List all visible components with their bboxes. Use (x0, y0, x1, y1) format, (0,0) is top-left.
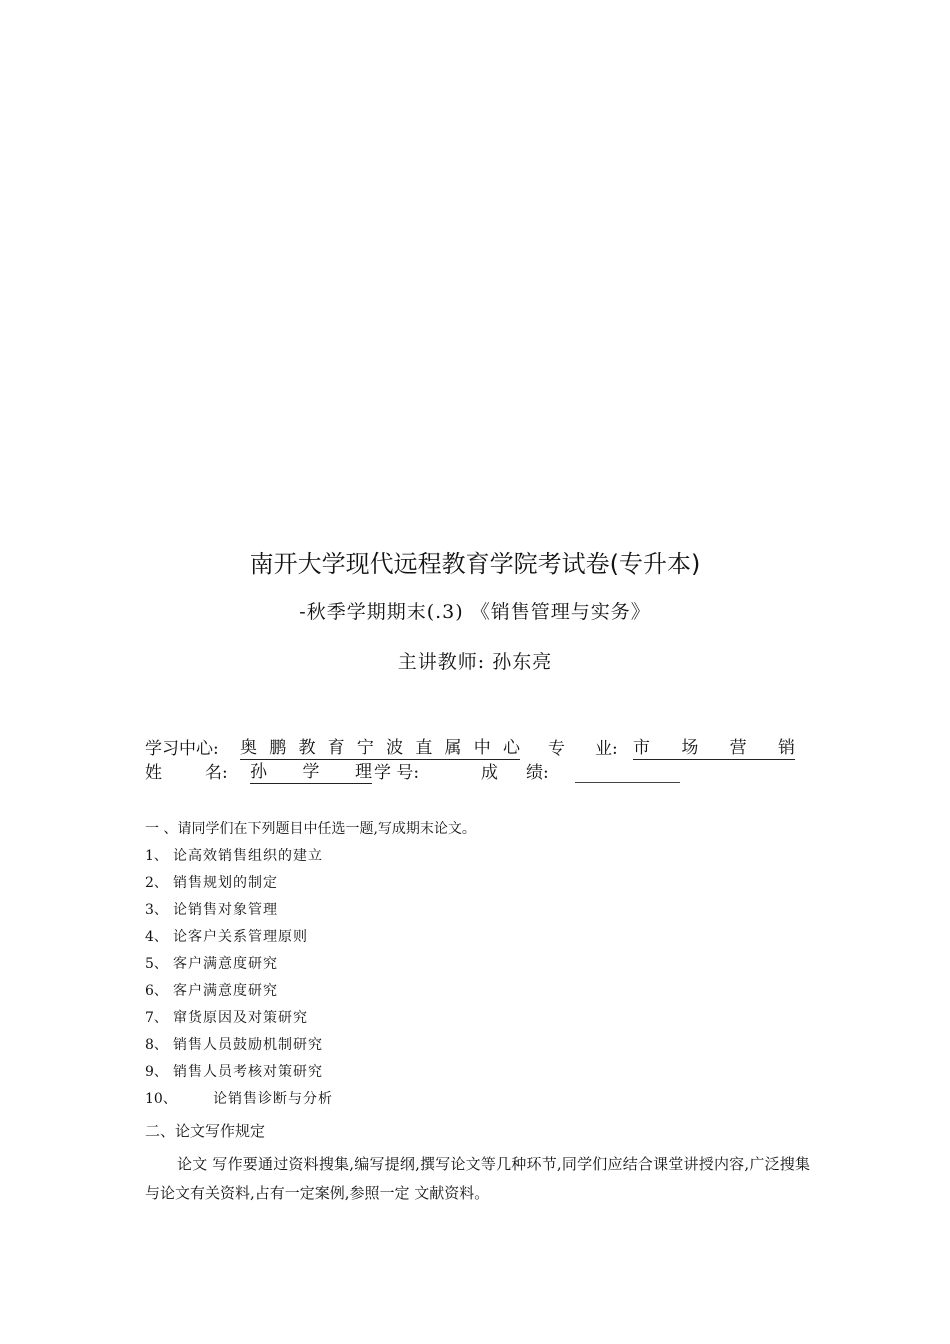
major-label-first: 专 (548, 739, 565, 759)
center-char: 教 (298, 738, 316, 758)
name-label-second: 名: (205, 763, 228, 783)
list-item: 1、 论高效销售组织的建立 (145, 848, 323, 864)
major-label-second: 业: (595, 739, 618, 759)
page-title: 南开大学现代远程教育学院考试卷(专升本) (249, 550, 701, 578)
center-char: 中 (473, 738, 491, 758)
list-item: 10、 论销售诊断与分析 (145, 1091, 333, 1107)
name-char: 理 (355, 762, 372, 782)
name-value (250, 761, 372, 784)
page-subtitle: -秋季学期期末(.3) 《销售管理与实务》 (299, 601, 651, 623)
major-char: 场 (681, 738, 699, 758)
center-value (240, 737, 520, 760)
score-blank[interactable] (575, 761, 680, 783)
list-item: 2、 销售规划的制定 (145, 875, 278, 891)
list-item: 7、 窜货原因及对策研究 (145, 1010, 308, 1026)
name-label-first: 姓 (145, 763, 162, 783)
list-item: 8、 销售人员鼓励机制研究 (145, 1037, 323, 1053)
section-paragraph: 论文 写作要通过资料搜集,编写提纲,撰写论文等几种环节,同学们应结合课堂讲授内容,广泛搜集与论文有关资料,占有一定案例,参照一定 文献资料。 (145, 1155, 810, 1202)
major-char: 市 (633, 738, 650, 758)
list-item: 9、 销售人员考核对策研究 (145, 1064, 323, 1080)
score-label-second: 绩: (526, 763, 549, 783)
student-id-label: 学 号: (374, 763, 420, 783)
center-char: 鹏 (269, 738, 287, 758)
center-char: 属 (444, 738, 462, 758)
list-item: 5、 客户满意度研究 (145, 956, 278, 972)
major-char: 销 (777, 738, 795, 758)
list-item: 6、 客户满意度研究 (145, 983, 278, 999)
major-value (633, 737, 795, 760)
section-heading: 二、论文写作规定 (145, 1122, 266, 1140)
list-item: 4、 论客户关系管理原则 (145, 929, 308, 945)
name-char: 学 (302, 762, 320, 782)
center-char: 波 (386, 738, 404, 758)
teacher-line: 主讲教师: 孙东亮 (397, 651, 553, 673)
center-char: 奥 (240, 738, 257, 758)
name-char: 孙 (250, 762, 267, 782)
major-char: 营 (729, 738, 747, 758)
center-char: 心 (502, 738, 520, 758)
center-char: 育 (327, 738, 345, 758)
question-list (145, 816, 815, 1113)
center-label: 学习中心: (145, 739, 219, 759)
center-char: 宁 (356, 738, 374, 758)
question-intro: 一 、请同学们在下列题目中任选一题,写成期末论文。 (145, 821, 476, 837)
center-char: 直 (415, 738, 433, 758)
list-item: 3、 论销售对象管理 (145, 902, 278, 918)
score-label-first: 成 (481, 763, 498, 783)
